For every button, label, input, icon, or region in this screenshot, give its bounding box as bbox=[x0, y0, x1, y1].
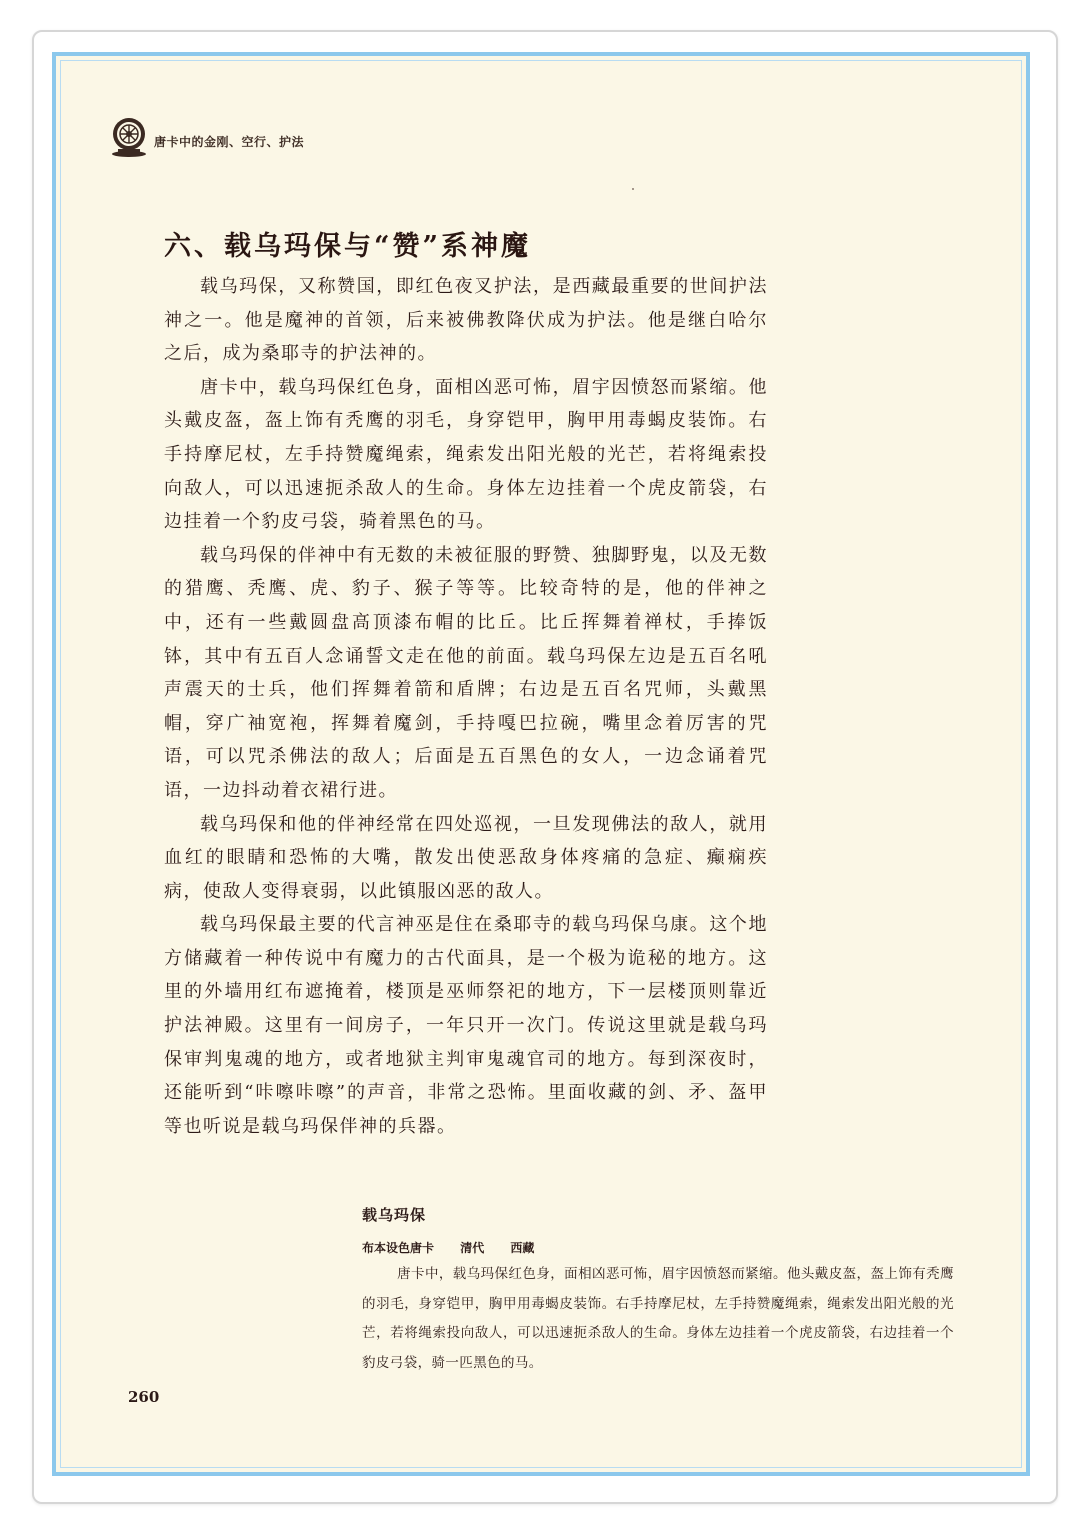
book-page bbox=[52, 52, 1030, 1476]
dharma-wheel-emblem-icon bbox=[108, 116, 150, 158]
caption-medium: 布本设色唐卡 bbox=[362, 1241, 435, 1255]
paragraph-5: 载乌玛保最主要的代言神巫是住在桑耶寺的载乌玛保乌康。这个地方储藏着一种传说中有魔力的古代面具，是一个极为诡秘的地方。这里的外墙用红布遮掩着，楼顶是巫师祭祀的地方，下一层楼顶则靠近护法神殿。这里有一间房子，一年只开一次门。传说这里就是载乌玛保审判鬼魂的地方，或者地狱主判审鬼魂官司的地方。每到深夜时，还能听到“咔嚓咔嚓”的声音，非常之恐怖。里面收藏的剑、矛、盔甲等也听说是载乌玛保伴神的兵器。 bbox=[164, 914, 768, 1137]
paragraph-1: 载乌玛保，又称赞国，即红色夜叉护法，是西藏最重要的世间护法神之一。他是魔神的首领，后来被佛教降伏成为护法。他是继白哈尔之后，成为桑耶寺的护法神的。 bbox=[164, 276, 768, 365]
caption-region: 西藏 bbox=[510, 1241, 535, 1255]
running-head-text: 唐卡中的金刚、空行、护法 bbox=[154, 134, 305, 149]
paragraph-2: 唐卡中，载乌玛保红色身，面相凶恶可怖，眉宇因愤怒而紧缩。他头戴皮盔，盔上饰有秃鹰的羽毛，身穿铠甲，胸甲用毒蝎皮装饰。右手持摩尼杖，左手持赞魔绳索，绳索发出阳光般的光芒，若将绳索投向敌人，可以迅速扼杀敌人的生命。身体左边挂着一个虎皮箭袋，右边挂着一个豹皮弓袋，骑着黑色的马。 bbox=[164, 376, 768, 533]
paragraph-4: 载乌玛保和他的伴神经常在四处巡视，一旦发现佛法的敌人，就用血红的眼睛和恐怖的大嘴，散发出使恶敌身体疼痛的急症、癫痫疾病，使敌人变得衰弱，以此镇服凶恶的敌人。 bbox=[164, 813, 768, 902]
caption-meta bbox=[362, 1239, 954, 1256]
paragraph-3: 载乌玛保的伴神中有无数的未被征服的野赞、独脚野鬼，以及无数的猎鹰、秃鹰、虎、豹子、猴子等等。比较奇特的是，他的伴神之中，还有一些戴圆盘高顶漆布帽的比丘。比丘挥舞着禅杖，手捧饭钵，其中有五百人念诵誓文走在他的前面。载乌玛保左边是五百名吼声震天的士兵，他们挥舞着箭和盾牌；右边是五百名咒师，头戴黑帽，穿广袖宽袍，挥舞着魔剑，手持嘎巴拉碗，嘴里念着厉害的咒语，可以咒杀佛法的敌人；后面是五百黑色的女人，一边念诵着咒语，一边抖动着衣裙行进。 bbox=[164, 544, 768, 801]
caption-text: 唐卡中，载乌玛保红色身，面相凶恶可怖，眉宇因愤怒而紧缩。他头戴皮盔，盔上饰有秃鹰的羽毛，身穿铠甲，胸甲用毒蝎皮装饰。右手持摩尼杖，左手持赞魔绳索，绳索发出阳光般的光芒，若将绳索投向敌人，可以迅速扼杀敌人的生命。身体左边挂着一个虎皮箭袋，右边挂着一个豹皮弓袋，骑一匹黑色的马。 bbox=[362, 1266, 954, 1371]
body-text bbox=[164, 270, 768, 1143]
caption-title: 载乌玛保 bbox=[362, 1206, 427, 1224]
section-title: 六、载乌玛保与“赞”系神魔 bbox=[164, 231, 532, 262]
figure-caption bbox=[362, 1204, 954, 1378]
running-head bbox=[108, 116, 304, 158]
caption-period: 清代 bbox=[460, 1241, 485, 1255]
paper-speck bbox=[632, 188, 634, 190]
page-number: 260 bbox=[128, 1388, 160, 1406]
